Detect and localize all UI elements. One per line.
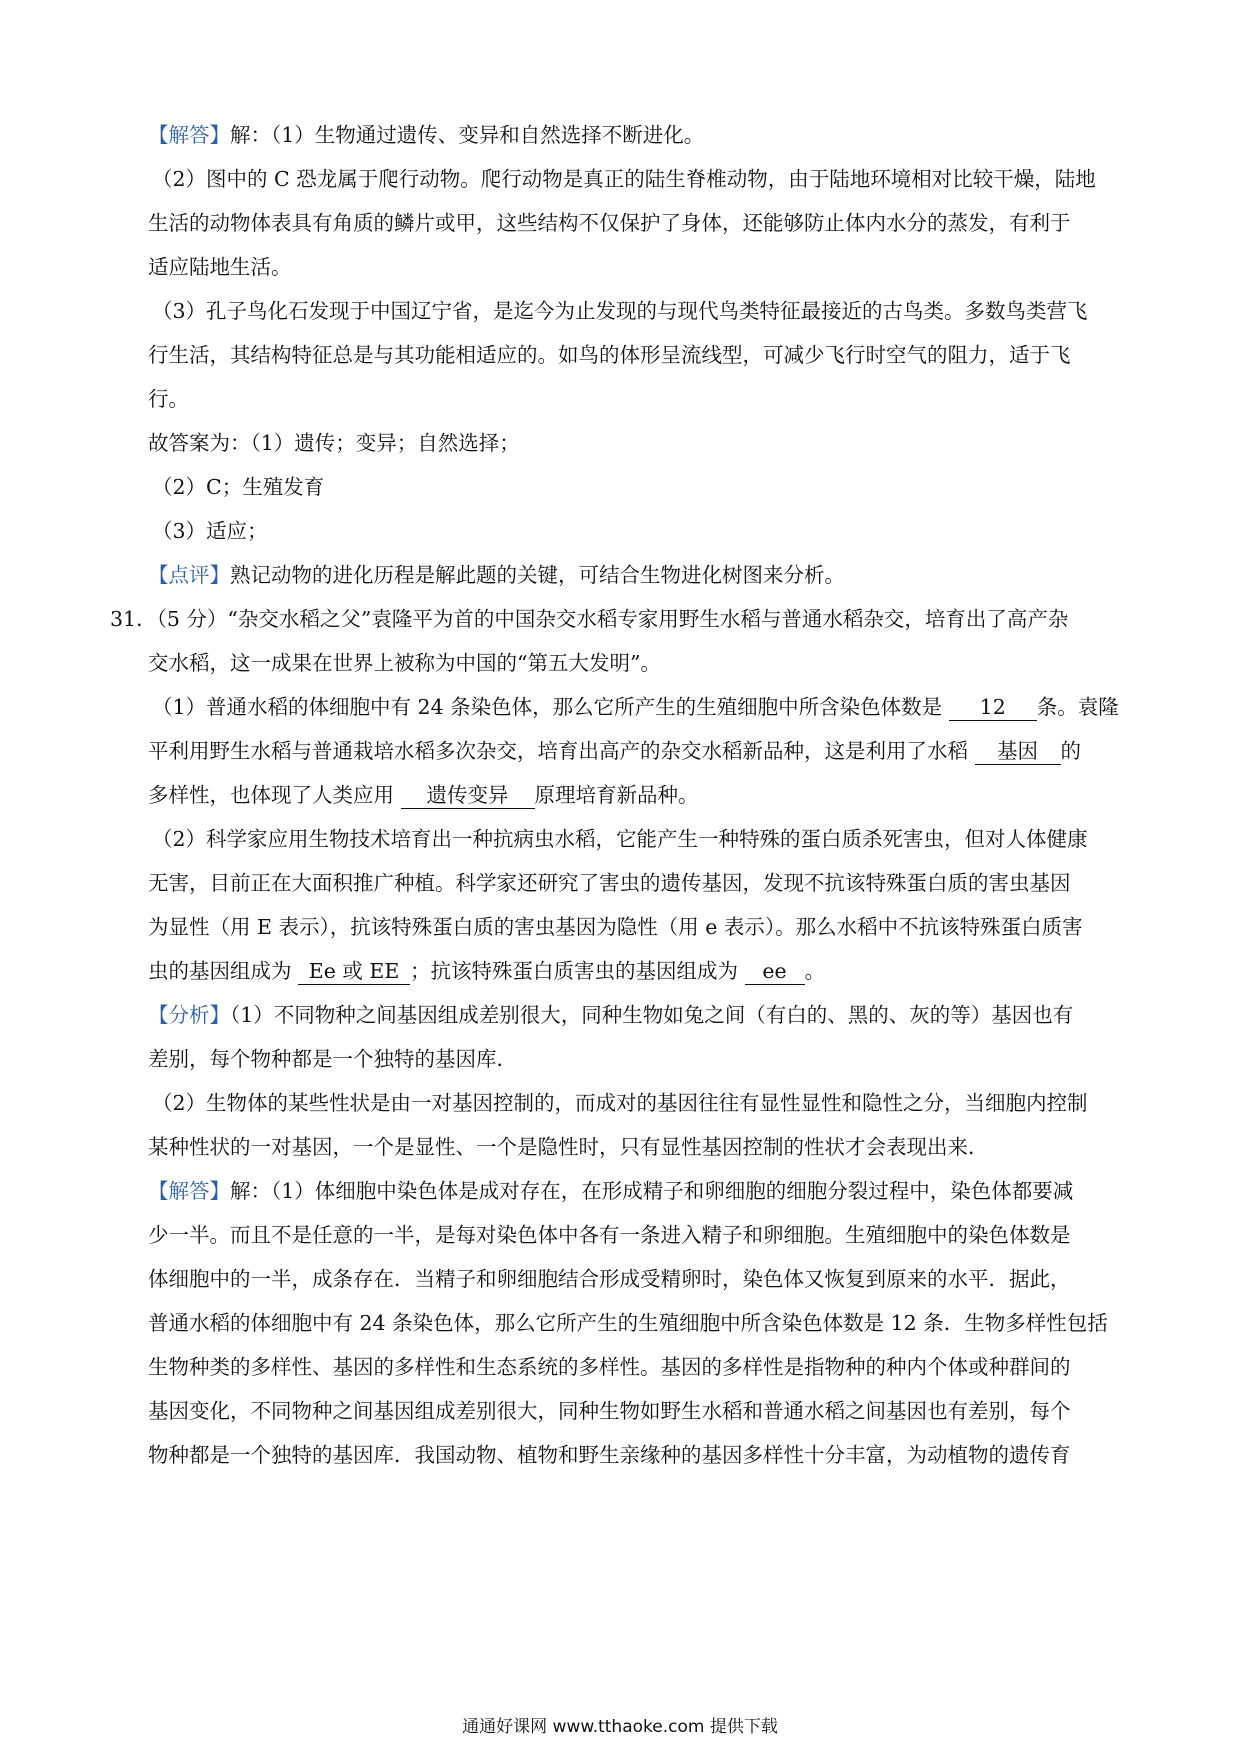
question-31-line-1: 31．（5 分）“杂交水稻之父”袁隆平为首的中国杂交水稻专家用野生水稻与普通水稻杂交，培育出了高产杂 <box>110 607 1069 631</box>
answer-line-4: 适应陆地生活。 <box>148 255 292 279</box>
answer-blank-4: Ee 或 EE <box>298 958 410 985</box>
answer-blank-1: 12 <box>949 694 1037 721</box>
question-31-part2-line-2: 无害，目前正在大面积推广种植。科学家还研究了害虫的遗传基因，发现不抗该特殊蛋白质的害虫基因 <box>148 871 1071 895</box>
answer-line-7: 行。 <box>148 387 189 411</box>
question-31-part1-line-1: （1）普通水稻的体细胞中有 24 条染色体，那么它所产生的生殖细胞中所含染色体数是 12 条。袁隆 <box>152 695 1119 719</box>
answer2-line-7: 物种都是一个独特的基因库．我国动物、植物和野生亲缘种的基因多样性十分丰富，为动植物的遗传育 <box>148 1443 1071 1467</box>
question-31-part2-line-4: 虫的基因组成为 Ee 或 EE ；抗该特殊蛋白质害虫的基因组成为 ee 。 <box>148 959 826 983</box>
answer-blank-5: ee <box>745 958 805 985</box>
answer2-line-3: 体细胞中的一半，成条存在．当精子和卵细胞结合形成受精卵时，染色体又恢复到原来的水平．据此， <box>148 1267 1071 1291</box>
answer2-line-2: 少一半。而且不是任意的一半，是每对染色体中各有一条进入精子和卵细胞。生殖细胞中的染色体数是 <box>148 1223 1071 1247</box>
final-answer-line-1: 故答案为：（1）遗传；变异；自然选择； <box>148 431 520 455</box>
question-31-part2-line-1: （2）科学家应用生物技术培育出一种抗病虫水稻，它能产生一种特殊的蛋白质杀死害虫，但对人体健康 <box>152 827 1088 851</box>
answer-line-1: 【解答】解：（1）生物通过遗传、变异和自然选择不断进化。 <box>148 123 705 147</box>
answer-line-3: 生活的动物体表具有角质的鳞片或甲，这些结构不仅保护了身体，还能够防止体内水分的蒸发，有利于 <box>148 211 1071 235</box>
answer2-line-6: 基因变化，不同物种之间基因组成差别很大，同种生物如野生水稻和普通水稻之间基因也有差别，每个 <box>148 1399 1071 1423</box>
question-31-part2-line-3: 为显性（用 E 表示），抗该特殊蛋白质的害虫基因为隐性（用 e 表示）。那么水稻中不抗该特殊蛋白质害 <box>148 915 1083 939</box>
footer-source: 通通好课网 www.tthaoke.com 提供下载 <box>462 1717 778 1737</box>
answer-line-2: （2）图中的 C 恐龙属于爬行动物。爬行动物是真正的陆生脊椎动物，由于陆地环境相对比较干燥，陆地 <box>152 167 1096 191</box>
analysis-line-4: 某种性状的一对基因，一个是显性、一个是隐性时，只有显性基因控制的性状才会表现出来． <box>148 1135 989 1159</box>
analysis-line-3: （2）生物体的某些性状是由一对基因控制的，而成对的基因往往有显性显性和隐性之分，当细胞内控制 <box>152 1091 1088 1115</box>
answer-blank-2: 基因 <box>975 738 1061 765</box>
answer-tag: 【解答】 <box>148 123 230 147</box>
answer-line-6: 行生活，其结构特征总是与其功能相适应的。如鸟的体形呈流线型，可减少飞行时空气的阻力，适于飞 <box>148 343 1071 367</box>
analysis-line-1: 【分析】（1）不同物种之间基因组成差别很大，同种生物如兔之间（有白的、黑的、灰的等）基因也有 <box>148 1003 1074 1027</box>
question-31-part1-line-3: 多样性，也体现了人类应用 遗传变异 原理培育新品种。 <box>148 783 699 807</box>
answer2-line-4: 普通水稻的体细胞中有 24 条染色体，那么它所产生的生殖细胞中所含染色体数是 12 条．生物多样性包括 <box>148 1311 1108 1335</box>
final-answer-line-3: （3）适应； <box>152 519 268 543</box>
analysis-line-2: 差别，每个物种都是一个独特的基因库． <box>148 1047 517 1071</box>
analysis-tag: 【分析】 <box>148 1003 230 1027</box>
answer2-line-1: 【解答】解：（1）体细胞中染色体是成对存在，在形成精子和卵细胞的细胞分裂过程中，染色体都要减 <box>148 1179 1074 1203</box>
answer-blank-3: 遗传变异 <box>401 782 535 809</box>
question-31-line-2: 交水稻，这一成果在世界上被称为中国的“第五大发明”。 <box>148 651 661 675</box>
comment-line: 【点评】熟记动物的进化历程是解此题的关键，可结合生物进化树图来分析。 <box>148 563 845 587</box>
answer-tag-2: 【解答】 <box>148 1179 230 1203</box>
comment-tag: 【点评】 <box>148 563 230 587</box>
final-answer-line-2: （2）C；生殖发育 <box>152 475 325 499</box>
question-number: 31． <box>110 607 157 631</box>
answer-line-5: （3）孔子鸟化石发现于中国辽宁省，是迄今为止发现的与现代鸟类特征最接近的古鸟类。多数鸟类营飞 <box>152 299 1088 323</box>
answer2-line-5: 生物种类的多样性、基因的多样性和生态系统的多样性。基因的多样性是指物种的种内个体或种群间的 <box>148 1355 1071 1379</box>
document-page <box>110 120 1132 1484</box>
question-31-part1-line-2: 平利用野生水稻与普通栽培水稻多次杂交，培育出高产的杂交水稻新品种，这是利用了水稻 基因 的 <box>148 739 1082 763</box>
